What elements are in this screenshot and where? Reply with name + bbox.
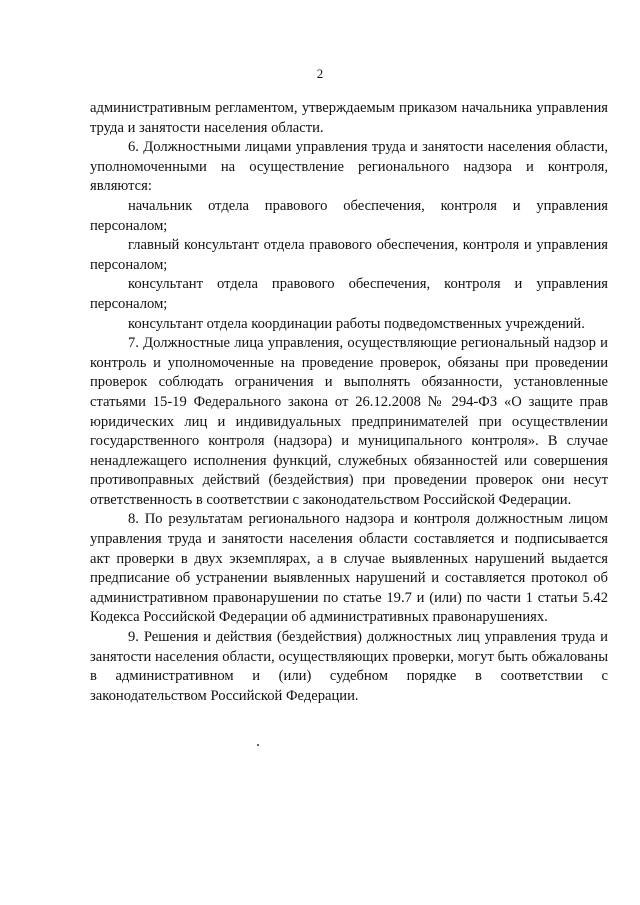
list-item-head-of-department: начальник отдела правового обеспечения, контроля и управления персоналом; — [90, 197, 608, 234]
paragraph-item-8: 8. По результатам регионального надзора и контроля должностным лицом управления труда и занятости населения области составляется и подписывается акт проверки в двух экземплярах, а в случае выявленных нарушений выдается предписание об устранении выявленных нарушений и составляется протокол об административном правонарушении по статье 19.7 и (или) по части 1 статьи 5.42 Кодекса Российской Федерации об административных правонарушениях. — [90, 511, 608, 626]
paragraph-item-6: 6. Должностными лицами управления труда и занятости населения области, уполномоченными на осуществление регионального надзора и контроля, являются: — [90, 139, 608, 195]
document-body — [90, 99, 608, 706]
list-item-consultant-coordination: консультант отдела координации работы подведомственных учреждений. — [128, 315, 585, 332]
paragraph-item-7: 7. Должностные лица управления, осуществляющие региональный надзор и контроль и уполномоченные на проведение проверок, обязаны при проведении проверок соблюдать ограничения и выполнять обязанности, установленные статьями 15-19 Федерального закона от 26.12.2008 № 294-ФЗ «О защите прав юридических лиц и индивидуальных предпринимателей при осуществлении государственного контроля (надзора) и муниципального контроля». В случае ненадлежащего исполнения функций, служебных обязанностей или совершения противоправных действий (бездействия) при проведении проверок они несут ответственность в соответствии с законодательством Российской Федерации. — [90, 335, 608, 508]
list-item-consultant-legal: консультант отдела правового обеспечения, контроля и управления персоналом; — [90, 276, 608, 312]
list-item-chief-consultant: главный консультант отдела правового обеспечения, контроля и управления персоналом; — [90, 237, 608, 273]
page-number: 2 — [316, 66, 324, 81]
paragraph-item-9: 9. Решения и действия (бездействия) должностных лиц управления труда и занятости населения области, осуществляющих проверки, могут быть обжалованы в административном и (или) судебном порядке в соответствии с законодательством Российской Федерации. — [90, 629, 608, 704]
stray-dot-mark — [257, 744, 259, 746]
paragraph-continuation: административным регламентом, утверждаемым приказом начальника управления труда и занятости населения области. — [90, 100, 608, 136]
